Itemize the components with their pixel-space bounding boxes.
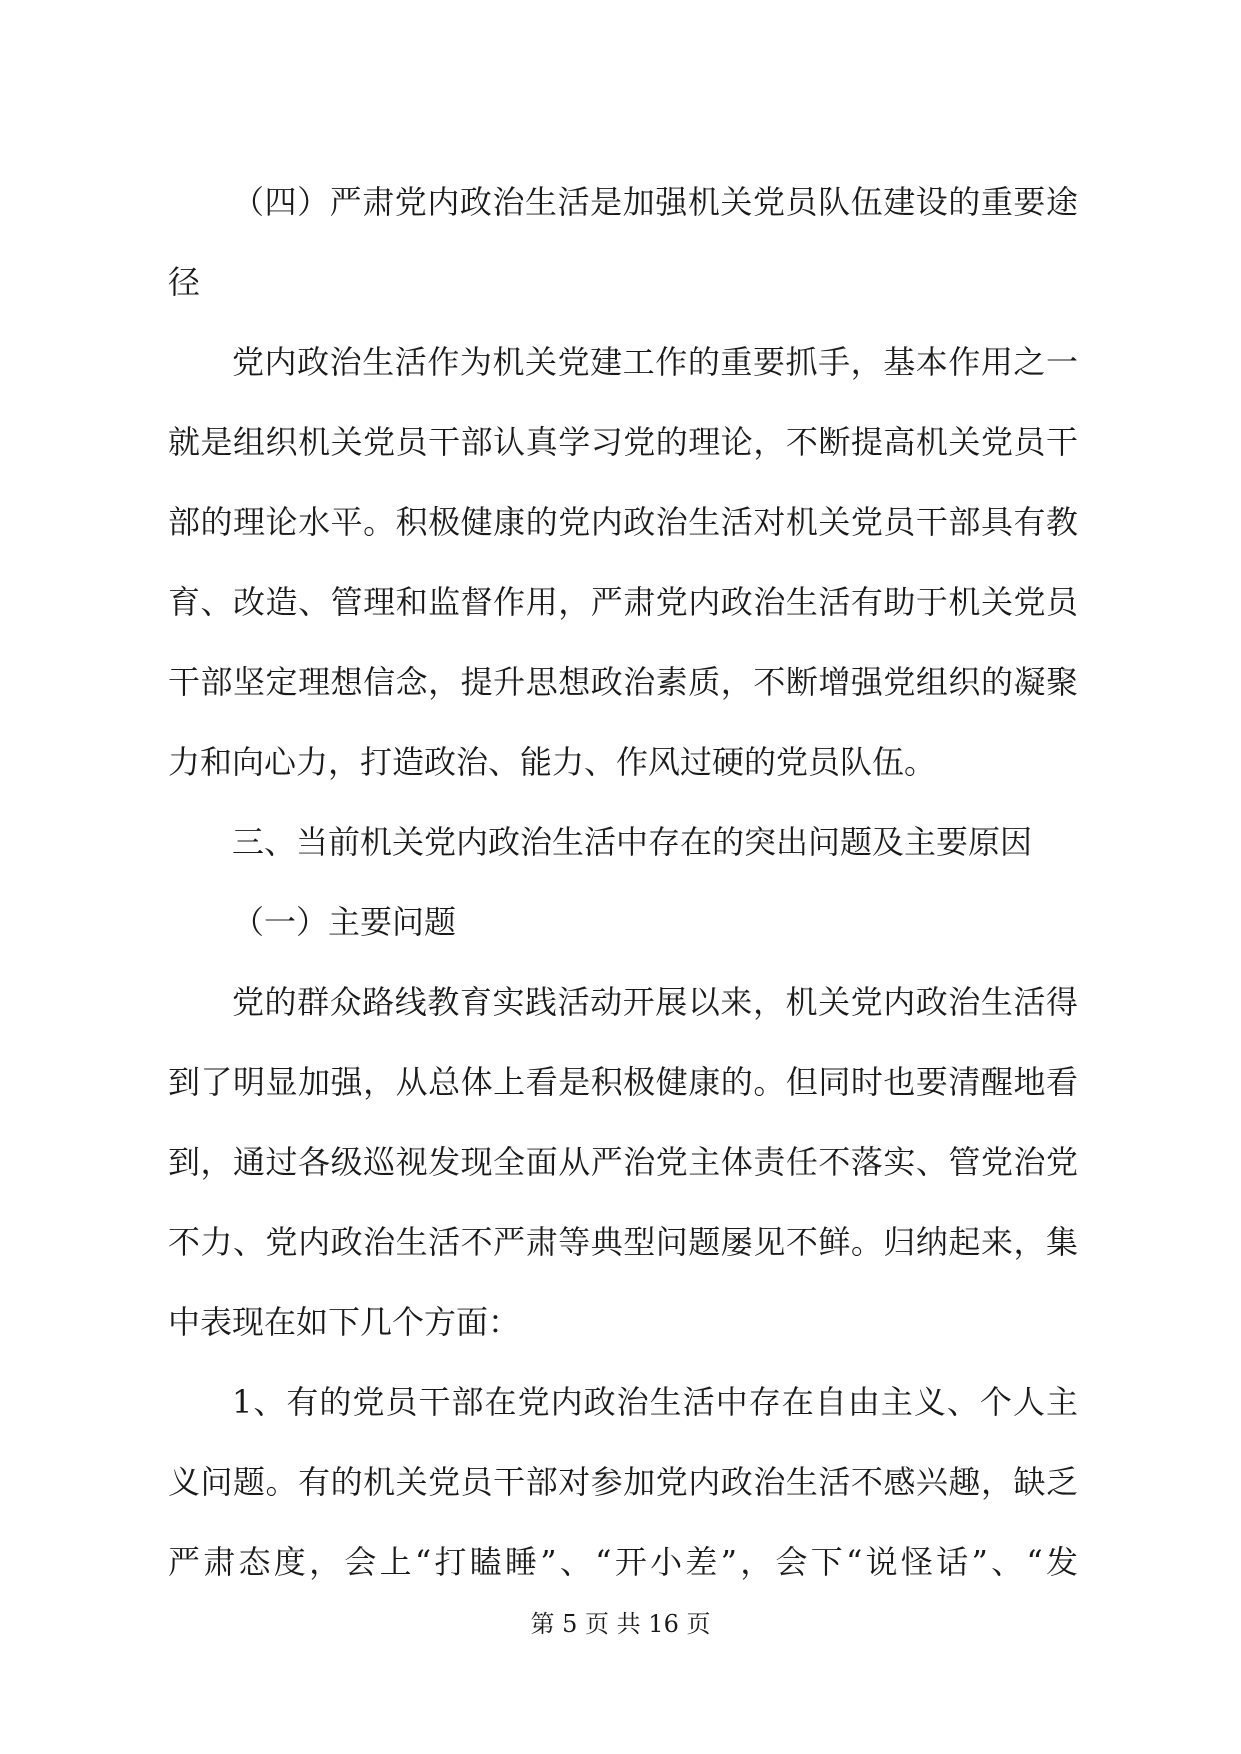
list-item-1-line: 1、有的党员干部在党内政治生活中存在自由主义、个人主 <box>232 1383 1078 1421</box>
paragraph-line: 到，通过各级巡视发现全面从严治党主体责任不落实、管党治党 <box>168 1143 1078 1181</box>
paragraph-line: 到了明显加强，从总体上看是积极健康的。但同时也要清醒地看 <box>168 1063 1078 1101</box>
paragraph-line: 干部坚定理想信念，提升思想政治素质，不断增强党组织的凝聚 <box>168 663 1078 701</box>
section-heading-4: （四）严肃党内政治生活是加强机关党员队伍建设的重要途 <box>232 183 1078 221</box>
paragraph-line: 力和向心力，打造政治、能力、作风过硬的党员队伍。 <box>168 743 937 781</box>
paragraph-line: 就是组织机关党员干部认真学习党的理论，不断提高机关党员干 <box>168 423 1078 461</box>
list-item-1-line: 义问题。有的机关党员干部对参加党内政治生活不感兴趣，缺乏 <box>168 1463 1078 1501</box>
page-number-footer: 第 5 页 共 16 页 <box>530 1610 711 1638</box>
paragraph-line: 党内政治生活作为机关党建工作的重要抓手，基本作用之一 <box>232 343 1078 381</box>
list-item-1-line: 严肃态度，会上“打瞌睡”、“开小差”，会下“说怪话”、“发 <box>168 1543 1078 1581</box>
paragraph-line: 不力、党内政治生活不严肃等典型问题屡见不鲜。归纳起来，集 <box>168 1223 1078 1261</box>
subsection-heading-1: （一）主要问题 <box>232 903 457 941</box>
paragraph-line: 中表现在如下几个方面： <box>168 1303 521 1341</box>
paragraph-line: 育、改造、管理和监督作用，严肃党内政治生活有助于机关党员 <box>168 583 1078 621</box>
section-heading-4-continuation: 径 <box>168 263 201 301</box>
paragraph-line: 部的理论水平。积极健康的党内政治生活对机关党员干部具有教 <box>168 503 1078 541</box>
section-heading-3: 三、当前机关党内政治生活中存在的突出问题及主要原因 <box>232 823 1033 861</box>
paragraph-line: 党的群众路线教育实践活动开展以来，机关党内政治生活得 <box>232 983 1078 1021</box>
